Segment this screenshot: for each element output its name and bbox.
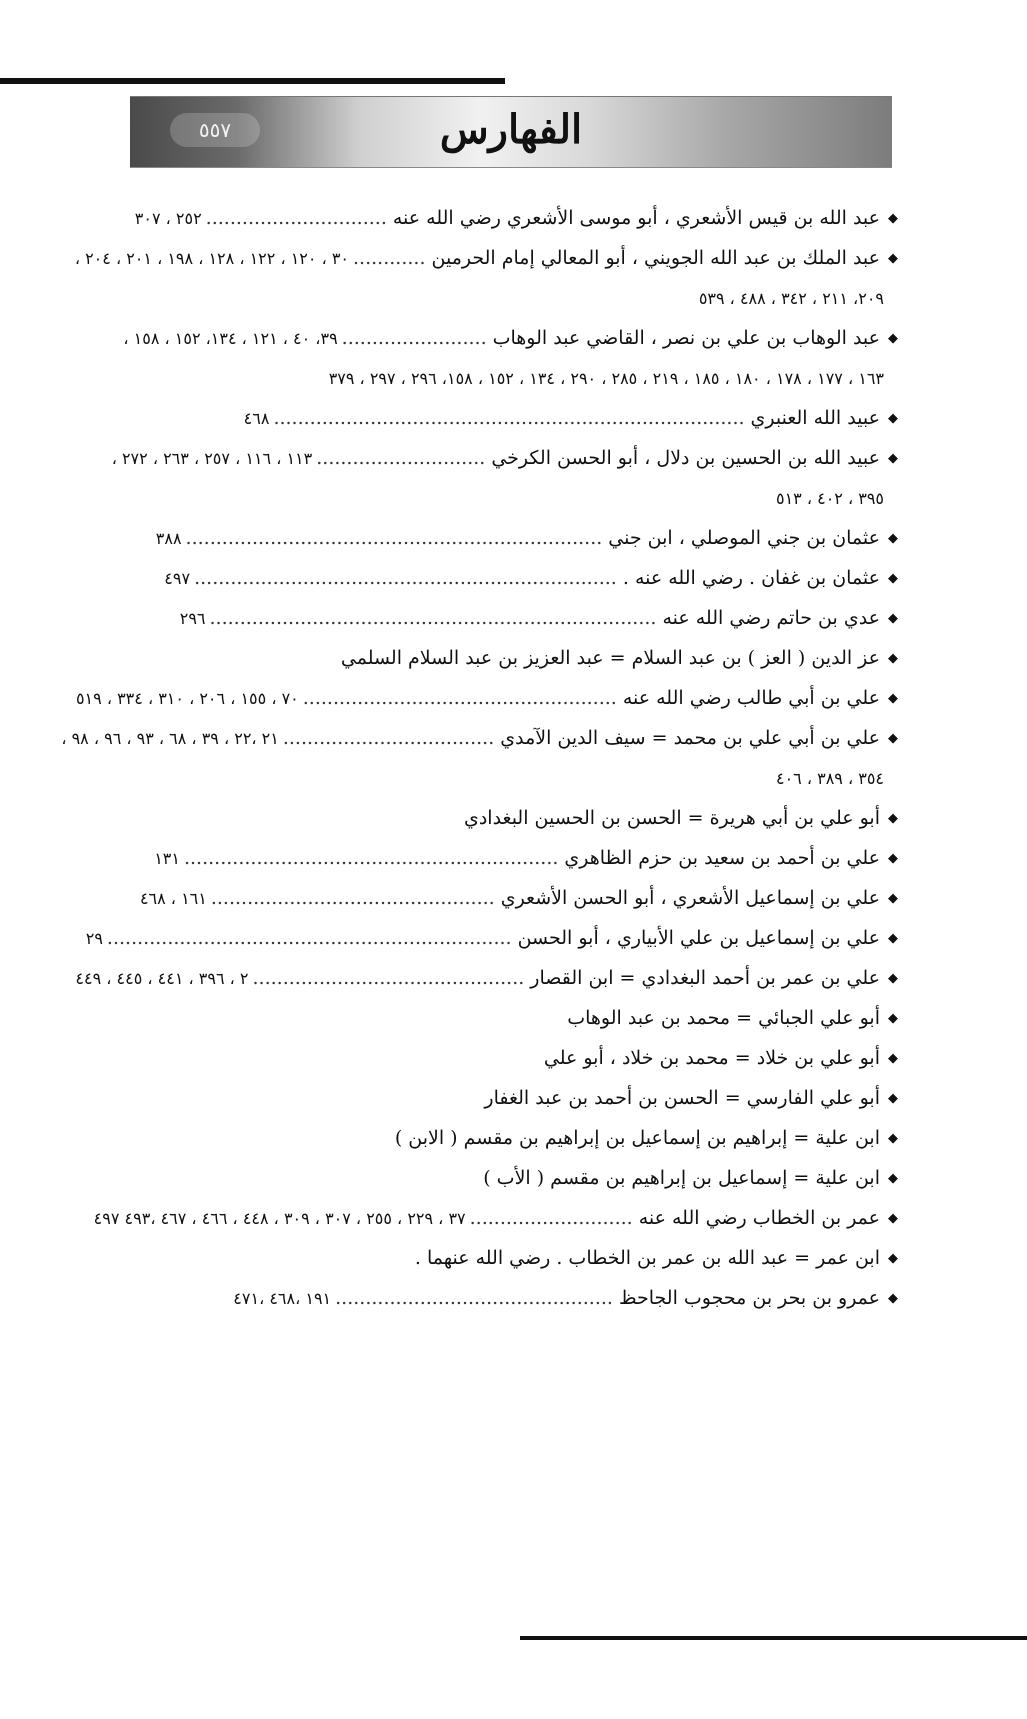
index-entry-leader: ........................... (469, 1207, 633, 1229)
index-entry-leader: ...................................................................... (194, 567, 617, 589)
index-entry (150, 598, 898, 638)
index-entry-page-refs: ٣٥٤ ، ٣٨٩ ، ٤٠٦ (775, 769, 884, 788)
index-entry-continuation (150, 358, 898, 398)
index-entry-bullet: ◆ (888, 971, 898, 986)
index-entry-bullet: ◆ (888, 1171, 898, 1186)
index-entry (74, 238, 898, 278)
index-entry-page-refs: ٣٧ ، ٢٢٩ ، ٢٥٥ ، ٣٠٧ ، ٣٠٩ ، ٤٤٨ ، ٤٦٦ ، ٤٦٧ ،٤٩٣ ٤٩٧ (93, 1209, 466, 1228)
index-entry-continuation (150, 278, 898, 318)
index-entry-name: ابن علية = إسماعيل بن إبراهيم بن مقسم ( الأب ) (483, 1167, 880, 1189)
index-entry-name: عدي بن حاتم رضي الله عنه (662, 607, 880, 629)
index-entry-page-refs: ٧٠ ، ١٥٥ ، ٢٠٦ ، ٣١٠ ، ٣٣٤ ، ٥١٩ (75, 689, 299, 708)
index-entry (111, 438, 898, 478)
index-entry-name: أبو علي الفارسي = الحسن بن أحمد بن عبد الغفار (484, 1087, 880, 1109)
index-entry-name: علي بن أبي علي بن محمد = سيف الدين الآمدي (500, 727, 880, 749)
index-entry (61, 718, 898, 758)
index-entries (61, 198, 898, 1318)
index-entry-name: أبو علي الجبائي = محمد بن عبد الوهاب (567, 1007, 880, 1029)
index-entry (134, 198, 898, 238)
index-entry-bullet: ◆ (888, 411, 898, 426)
index-entry-name: عمرو بن بحر بن محجوب الجاحظ (618, 1287, 880, 1309)
page-number: ٥٥٧ (170, 113, 260, 147)
index-entry (85, 918, 898, 958)
index-entry-page-refs: ١١٣ ، ١١٦ ، ٢٥٧ ، ٢٦٣ ، ٢٧٢ ، (111, 449, 313, 468)
top-rule (0, 78, 505, 84)
index-entry (150, 638, 898, 678)
index-entry-leader: .............................. (205, 207, 387, 229)
index-entry-bullet: ◆ (888, 1051, 898, 1066)
index-entry (150, 398, 898, 438)
index-entry-bullet: ◆ (888, 531, 898, 546)
index-entry-continuation (150, 478, 898, 518)
index-entry-page-refs: ٤٩٧ (164, 569, 191, 588)
index-entry-page-refs: ٢٩ (85, 929, 103, 948)
index-entry-leader: .......................................................................... (209, 607, 657, 629)
index-entry-bullet: ◆ (888, 651, 898, 666)
index-entry (150, 558, 898, 598)
index-entry-page-refs: ١٣١ (154, 849, 180, 868)
index-entry-name: علي بن أحمد بن سعيد بن حزم الظاهري (564, 847, 880, 869)
index-entry (139, 878, 898, 918)
index-entry-bullet: ◆ (888, 1091, 898, 1106)
index-entry (150, 1078, 898, 1118)
index-entry-name: أبو علي بن خلاد = محمد بن خلاد ، أبو علي (543, 1047, 880, 1069)
index-entry-name: عبيد الله العنبري (750, 407, 880, 429)
index-entry-page-refs: ٣٨٨ (155, 529, 182, 548)
index-entry-page-refs: ١٦١ ، ٤٦٨ (139, 889, 207, 908)
index-entry-bullet: ◆ (888, 611, 898, 626)
index-entry-bullet: ◆ (888, 1211, 898, 1226)
index-entry-page-refs: ٣٩، ٤٠ ، ١٢١ ، ١٣٤، ١٥٢ ، ١٥٨ ، (123, 329, 338, 348)
index-entry-leader: ..................................................................... (185, 527, 603, 549)
index-entry (123, 318, 898, 358)
index-entry-bullet: ◆ (888, 451, 898, 466)
index-entry-bullet: ◆ (888, 891, 898, 906)
index-entry-bullet: ◆ (888, 1131, 898, 1146)
index-entry-leader: ............................................. (252, 967, 525, 989)
index-entry (93, 1198, 898, 1238)
index-entry-continuation (150, 758, 898, 798)
index-entry (150, 1118, 898, 1158)
index-entry-name: عبد الملك بن عبد الله الجويني ، أبو المعالي إمام الحرمين (431, 247, 880, 269)
index-entry-bullet: ◆ (888, 251, 898, 266)
index-entry-bullet: ◆ (888, 1251, 898, 1266)
index-entry-leader: .............................................................................. (273, 407, 745, 429)
index-entry-page-refs: ٢٠٩، ٢١١ ، ٣٤٢ ، ٤٨٨ ، ٥٣٩ (698, 289, 884, 308)
index-entry-bullet: ◆ (888, 731, 898, 746)
index-entry-leader: ............................................... (210, 887, 495, 909)
page-title: الفهارس (439, 106, 583, 153)
index-entry-bullet: ◆ (888, 851, 898, 866)
index-entry-bullet: ◆ (888, 211, 898, 226)
bottom-rule (520, 1636, 1027, 1640)
index-entry-leader: ........................ (341, 327, 487, 349)
index-entry-bullet: ◆ (888, 571, 898, 586)
index-entry-bullet: ◆ (888, 331, 898, 346)
index-entry-page-refs: ٤٦٨ (243, 409, 270, 428)
index-entry-bullet: ◆ (888, 1291, 898, 1306)
index-entry-page-refs: ٢٩٦ (179, 609, 206, 628)
index-entry-name: أبو علي بن أبي هريرة = الحسن بن الحسين البغدادي (463, 807, 880, 829)
index-entry-name: علي بن إسماعيل بن علي الأبياري ، أبو الحسن (517, 927, 880, 949)
index-entry (150, 1278, 898, 1318)
header-band (130, 96, 892, 168)
index-entry-leader: .............................................................. (183, 847, 559, 869)
index-entry (75, 958, 898, 998)
index-entry-page-refs: ١٦٣ ، ١٧٧ ، ١٧٨ ، ١٨٠ ، ١٨٥ ، ٢١٩ ، ٢٨٥ ، ٢٩٠ ، ١٣٤ ، ١٥٢ ، ١٥٨، ٢٩٦ ، ٢٩٧ ، ٣٧٩ (328, 369, 884, 388)
index-entry-name: علي بن عمر بن أحمد البغدادي = ابن القصار (530, 967, 880, 989)
index-entry-name: ابن علية = إبراهيم بن إسماعيل بن إبراهيم بن مقسم ( الابن ) (394, 1127, 880, 1149)
index-entry (150, 1158, 898, 1198)
index-entry-name: عز الدين ( العز ) بن عبد السلام = عبد العزيز بن عبد السلام السلمي (340, 647, 880, 669)
index-entry-bullet: ◆ (888, 931, 898, 946)
index-entry (150, 798, 898, 838)
index-entry-name: عبيد الله بن الحسين بن دلال ، أبو الحسن الكرخي (491, 447, 880, 469)
index-entry-leader: .................................................... (302, 687, 617, 709)
index-entry-name: عبد الله بن قيس الأشعري ، أبو موسى الأشعري رضي الله عنه (392, 207, 880, 229)
index-entry (150, 518, 898, 558)
index-entry-name: عبد الوهاب بن علي بن نصر ، القاضي عبد الوهاب (492, 327, 880, 349)
index-entry (150, 998, 898, 1038)
index-entry-page-refs: ٢١ ،٢٢ ، ٣٩ ، ٦٨ ، ٩٣ ، ٩٦ ، ٩٨ ، (61, 729, 279, 748)
index-entry-name: عمر بن الخطاب رضي الله عنه (638, 1207, 880, 1229)
index-entry-leader: ................................... (282, 727, 495, 749)
index-entry-name: علي بن أبي طالب رضي الله عنه (622, 687, 880, 709)
index-entry-leader: ............ (353, 247, 426, 269)
index-entry-name: ابن عمر = عبد الله بن عمر بن الخطاب . رضي الله عنهما . (414, 1247, 880, 1269)
index-entry (150, 838, 898, 878)
index-entry-leader: .............................................. (335, 1287, 613, 1309)
index-entry-bullet: ◆ (888, 1011, 898, 1026)
index-entry (150, 1238, 898, 1278)
index-entry-page-refs: ٢٥٢ ، ٣٠٧ (134, 209, 202, 228)
index-entry-page-refs: ٢ ، ٣٩٦ ، ٤٤١ ، ٤٤٥ ، ٤٤٩ (75, 969, 249, 988)
index-entry-bullet: ◆ (888, 691, 898, 706)
index-entry-name: عثمان بن جني الموصلي ، ابن جني (608, 527, 880, 549)
index-entry-bullet: ◆ (888, 811, 898, 826)
index-entry-page-refs: ٣٠ ، ١٢٠ ، ١٢٢ ، ١٢٨ ، ١٩٨ ، ٢٠١ ، ٢٠٤ ، (74, 249, 350, 268)
index-entry (150, 1038, 898, 1078)
index-entry-name: عثمان بن غفان . رضي الله عنه . (622, 567, 880, 589)
index-entry-leader: ............................ (316, 447, 486, 469)
index-entry-page-refs: ٣٩٥ ، ٤٠٢ ، ٥١٣ (775, 489, 884, 508)
index-entry-page-refs: ١٩١ ،٤٦٨ ،٤٧١ (233, 1289, 332, 1308)
index-entry-leader: ................................................................... (106, 927, 512, 949)
index-entry (75, 678, 898, 718)
index-entry-name: علي بن إسماعيل الأشعري ، أبو الحسن الأشعري (500, 887, 880, 909)
